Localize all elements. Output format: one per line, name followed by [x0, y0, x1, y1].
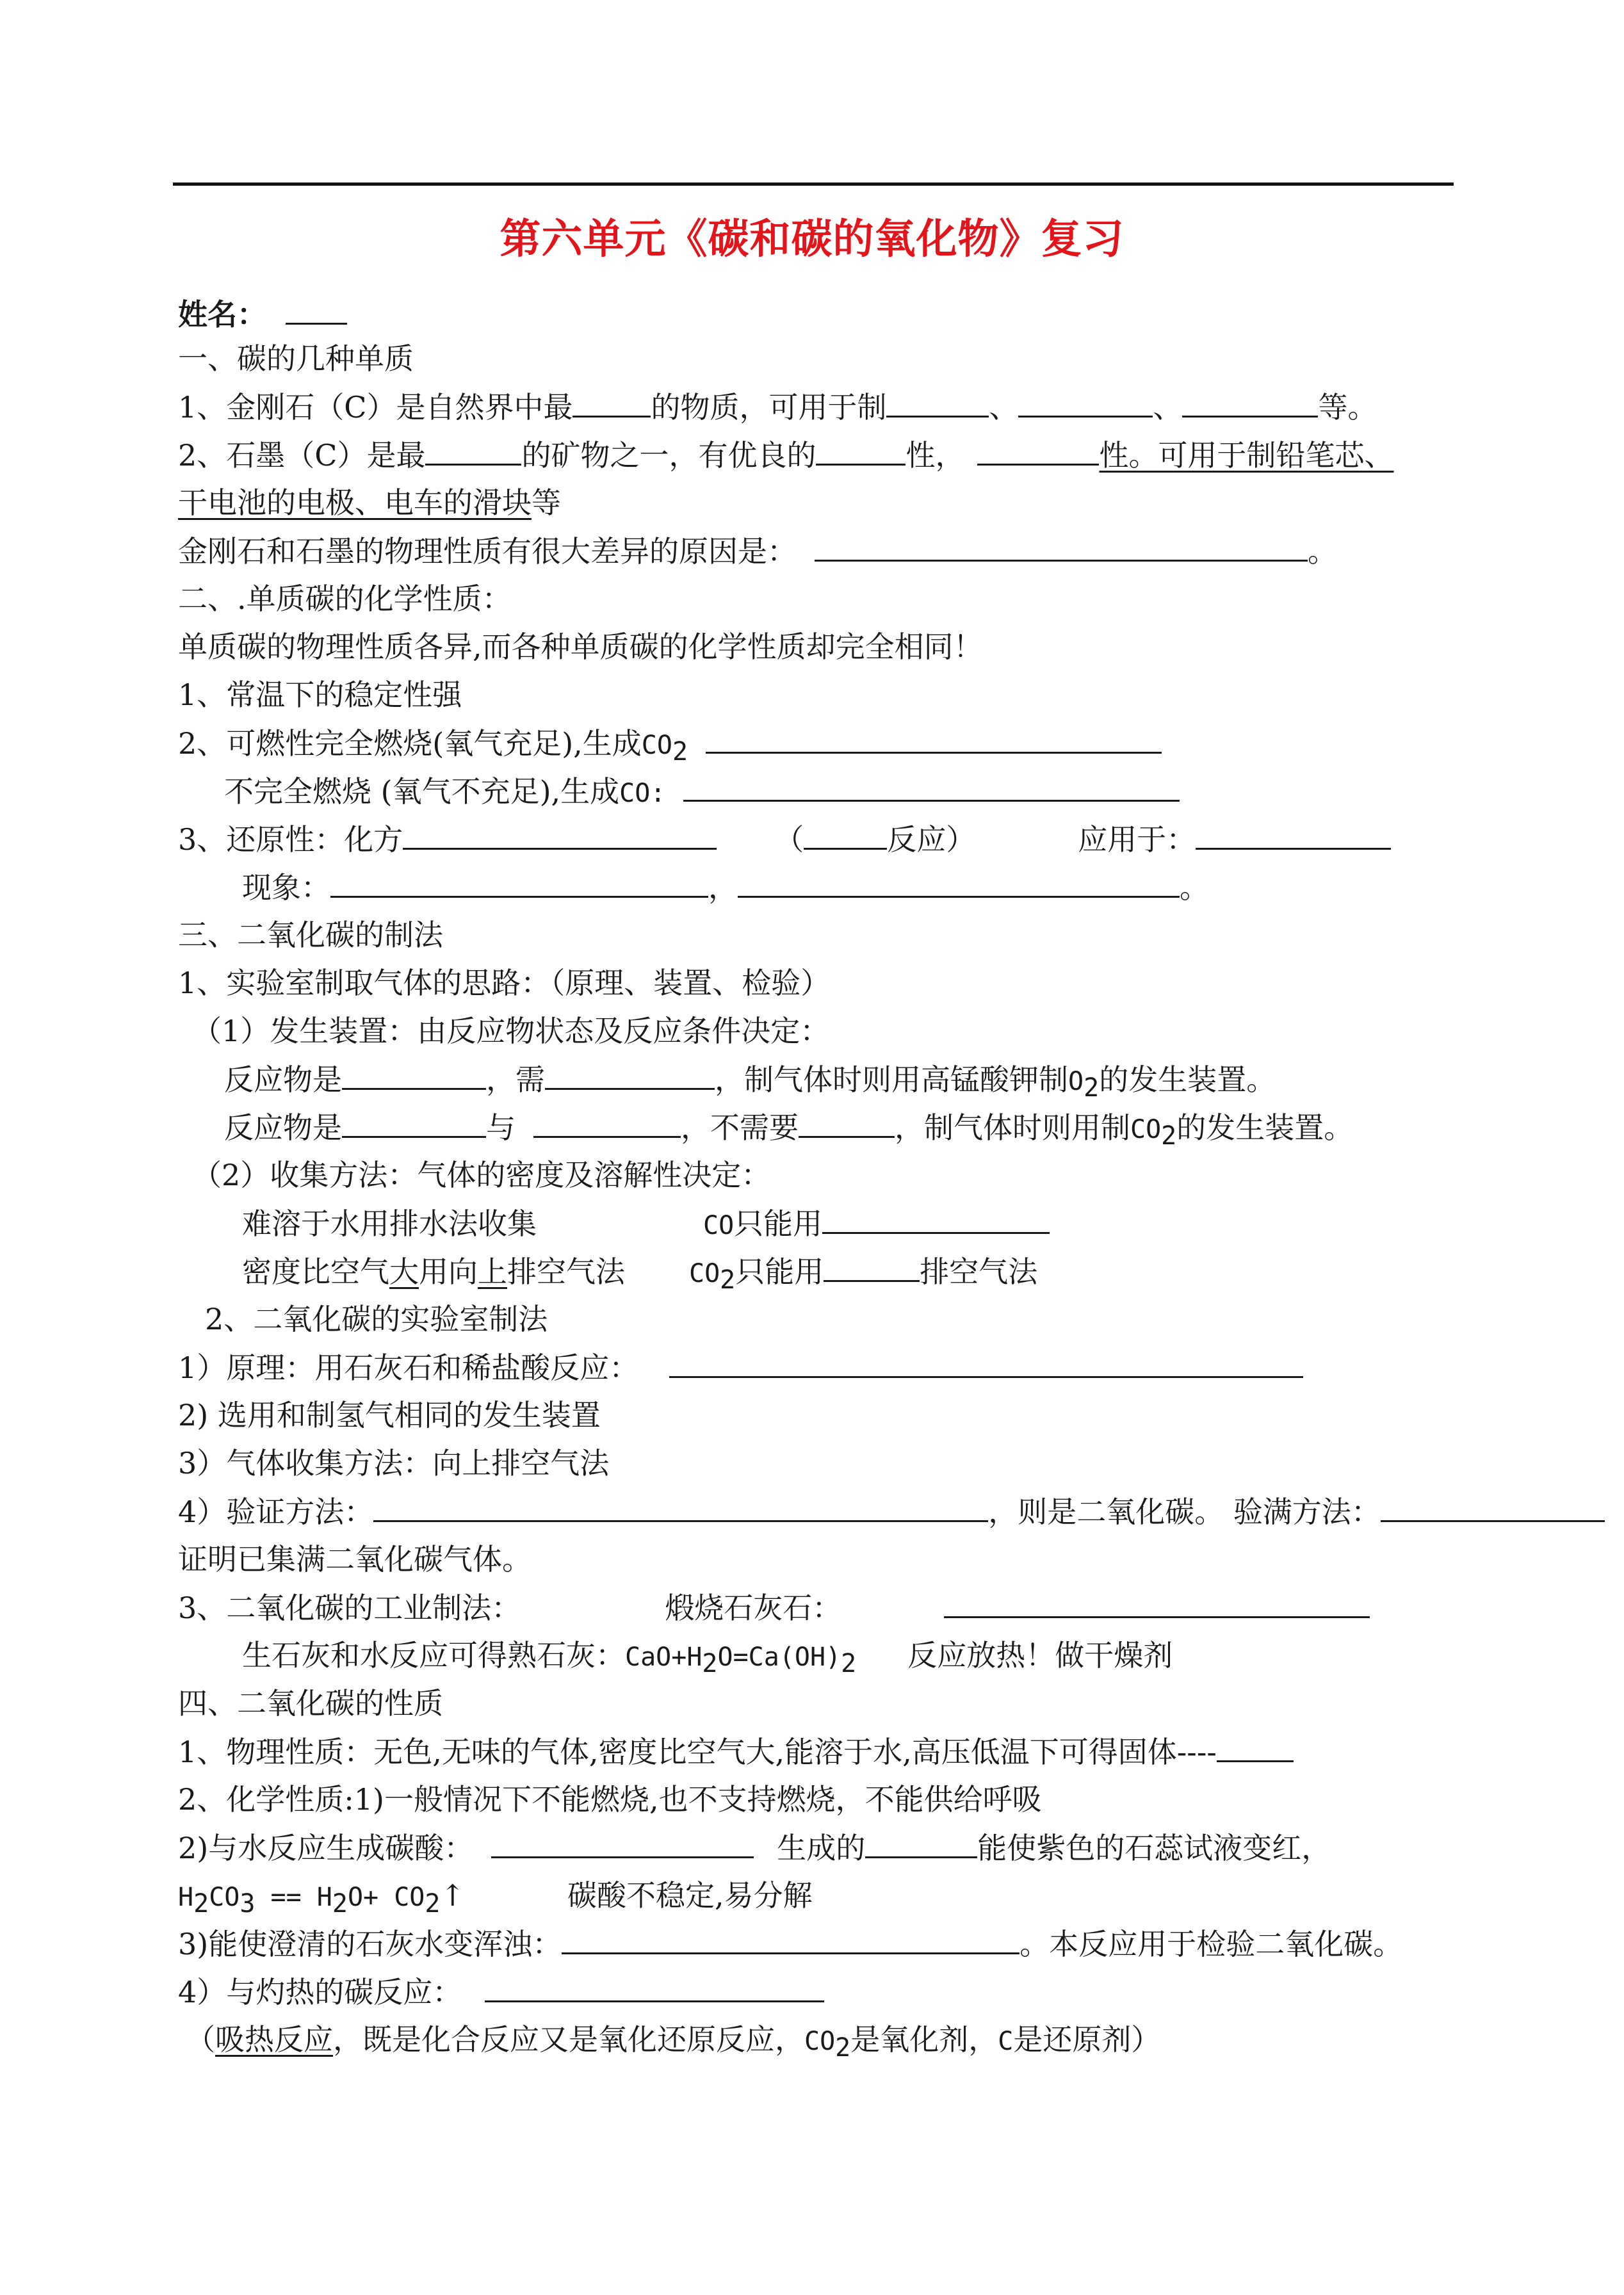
s1-line-2 [178, 435, 1393, 474]
top-rule [173, 182, 1454, 186]
text: 2、石墨（C）是最 [178, 438, 426, 473]
text: 的发生装置。 [1176, 1110, 1354, 1145]
blank-field[interactable] [1217, 1732, 1294, 1762]
text: （ [186, 2022, 215, 2057]
text: 现象： [242, 870, 330, 905]
text: 是还原剂） [1013, 2022, 1161, 2057]
s4-point-4 [178, 1876, 813, 1923]
text: 。本反应用于检验二氧化碳。 [1019, 1927, 1403, 1961]
formula: CO [804, 2027, 836, 2056]
blank-field[interactable] [403, 820, 717, 850]
formula: CO [1130, 1115, 1162, 1144]
s1-line-4 [178, 531, 1337, 571]
s4-point-3 [178, 1828, 1331, 1867]
text: 4）与灼热的碳反应： [178, 1975, 462, 2009]
blank-field[interactable] [572, 387, 651, 418]
text: 与 [486, 1110, 516, 1145]
page-title: 第六单元《碳和碳的氧化物》复习 [499, 216, 1125, 263]
text: ，既是化合反应又是氧化还原反应， [333, 2022, 804, 2057]
text: 应用于： [1078, 822, 1196, 857]
text: 能使紫色的石蕊试液变红， [977, 1831, 1331, 1865]
subscript: 2 [1161, 1121, 1177, 1151]
blank-field[interactable] [342, 1060, 486, 1090]
formula: O [1068, 1067, 1084, 1096]
s4-point-6 [178, 1972, 824, 2011]
text: 生石灰和水反应可得熟石灰： [242, 1638, 625, 1673]
formula: CO [689, 1259, 720, 1288]
blank-field[interactable] [886, 387, 989, 418]
formula: C [998, 2027, 1014, 2056]
formula: == H [255, 1883, 332, 1912]
blank-field[interactable] [1018, 387, 1153, 418]
subscript: 2 [702, 1649, 718, 1678]
text: 1、物理性质：无色,无味的气体,密度比空气大,能溶于水,高压低温下可得固体---- [178, 1735, 1217, 1769]
s3-point-4 [224, 1108, 1353, 1155]
text: 。 [1180, 870, 1209, 905]
blank-field[interactable] [533, 1108, 681, 1138]
blank-field[interactable] [738, 868, 1180, 898]
section-4-heading: 四、二氧化碳的性质 [178, 1686, 443, 1721]
text: 密度比空气 [242, 1254, 389, 1289]
text: 3)能使澄清的石灰水变浑浊： [178, 1927, 562, 1961]
subscript: 2 [332, 1889, 348, 1918]
blank-field[interactable] [1196, 820, 1391, 850]
formula: H [178, 1883, 194, 1912]
formula: CaO+H [625, 1642, 702, 1672]
blank-field[interactable] [804, 820, 887, 850]
text: ，则是二氧化碳。 验满方法： [988, 1495, 1381, 1529]
text: 反应物是 [224, 1062, 342, 1097]
text: 的物质，可用于制 [651, 390, 887, 425]
subscript: 2 [672, 737, 688, 766]
text: 碳酸不稳定,易分解 [567, 1878, 813, 1913]
s3-point-2: （1）发生装置：由反应物状态及反应条件决定： [192, 1014, 830, 1048]
text: 、 [1153, 390, 1183, 425]
text: 排空气法 [507, 1254, 625, 1289]
blank-field[interactable] [669, 1348, 1303, 1378]
s2-point-3 [178, 820, 1391, 859]
subscript: 2 [835, 2033, 851, 2063]
blank-field[interactable] [373, 1492, 988, 1522]
text: 等。 [1318, 390, 1377, 425]
text: 。 [1308, 534, 1337, 569]
blank-field[interactable] [425, 435, 521, 466]
s2-point-3b [242, 868, 1209, 907]
blank-field[interactable] [330, 868, 708, 898]
blank-field[interactable] [545, 1060, 715, 1090]
formula: CO: [619, 779, 666, 808]
text: 生成的 [777, 1831, 866, 1865]
text: ，不需要 [681, 1110, 799, 1145]
text: 只能用 [735, 1254, 824, 1289]
subscript: 2 [193, 1889, 209, 1918]
text: 反应物是 [224, 1110, 342, 1145]
formula: CO [641, 731, 672, 760]
blank-field[interactable] [706, 724, 1162, 754]
s4-point-2: 2、化学性质:1)一般情况下不能燃烧,也不支持燃烧，不能供给呼吸 [178, 1782, 1042, 1817]
up-arrow-icon: ↑ [440, 1878, 466, 1913]
s4-point-7 [186, 2020, 1160, 2067]
text: ，需 [486, 1062, 545, 1097]
s3-point-11: 3）气体收集方法：向上排空气法 [178, 1446, 610, 1480]
name-line [178, 295, 347, 334]
formula: CO [703, 1211, 735, 1240]
s1-line-1 [178, 387, 1377, 426]
formula: O=Ca(OH) [717, 1642, 841, 1672]
text: ，制气体时则用高锰酸钾制 [715, 1062, 1068, 1097]
subscript: 3 [240, 1889, 256, 1918]
text: ， [708, 870, 738, 905]
text: 金刚石和石墨的物理性质有很大差异的原因是： [178, 534, 797, 569]
text: 2、可燃性完全燃烧(氧气充足),生成 [178, 726, 642, 761]
s3-point-10: 2) 选用和制氢气相同的发生装置 [178, 1398, 601, 1432]
text: 只能用 [734, 1206, 823, 1241]
section-3-heading: 三、二氧化碳的制法 [178, 918, 443, 952]
formula: CO [209, 1883, 240, 1912]
text: 的矿物之一，有优良的 [521, 438, 816, 473]
blank-field[interactable] [485, 1972, 824, 2002]
s2-point-1: 1、常温下的稳定性强 [178, 677, 462, 712]
s3-point-15 [242, 1636, 1173, 1683]
text: 2)与水反应生成碳酸： [178, 1831, 474, 1865]
s3-point-9 [178, 1348, 1303, 1387]
name-field[interactable] [286, 295, 347, 325]
text: 1）原理：用石灰石和稀盐酸反应： [178, 1350, 639, 1385]
text: 不完全燃烧 (氧气不充足),生成 [224, 774, 620, 809]
s4-point-1 [178, 1732, 1294, 1771]
s3-point-13: 证明已集满二氧化碳气体。 [178, 1542, 532, 1577]
s3-point-5: （2）收集方法：气体的密度及溶解性决定： [192, 1158, 771, 1192]
text: 3、还原性：化方 [178, 822, 403, 857]
text: 煅烧石灰石： [665, 1591, 842, 1625]
text: 性。可用于制铅笔芯、 [1099, 438, 1394, 473]
text: ，制气体时则用制 [895, 1110, 1130, 1145]
text: 是氧化剂， [850, 2022, 998, 2057]
blank-field[interactable] [815, 531, 1308, 562]
subscript: 2 [720, 1265, 736, 1295]
name-label: 姓名： [178, 297, 266, 332]
s3-point-8: 2、二氧化碳的实验室制法 [205, 1302, 548, 1336]
blank-field[interactable] [1182, 387, 1318, 418]
blank-field[interactable] [342, 1108, 486, 1138]
text: 等 [532, 485, 561, 520]
section-2-heading: 二、.单质碳的化学性质： [178, 581, 512, 616]
s2-point-2b [224, 772, 1180, 813]
blank-field[interactable] [977, 435, 1099, 466]
blank-field[interactable] [683, 772, 1180, 802]
text: 吸热反应 [215, 2022, 333, 2057]
text: 1、金刚石（C）是自然界中最 [178, 390, 573, 425]
text: 性， [905, 438, 965, 473]
text: 难溶于水用排水法收集 [242, 1206, 537, 1241]
s1-line-3 [178, 483, 561, 522]
s4-point-5 [178, 1924, 1402, 1963]
section-1-heading: 一、碳的几种单质 [178, 341, 414, 376]
text: 大 [389, 1254, 419, 1289]
blank-field[interactable] [799, 1108, 895, 1138]
s3-point-7 [242, 1252, 1037, 1299]
blank-field[interactable] [822, 1204, 1050, 1234]
s2-point-2 [178, 724, 1162, 771]
subscript: 2 [841, 1649, 857, 1678]
blank-field[interactable] [865, 1828, 977, 1858]
text: 3、二氧化碳的工业制法： [178, 1591, 521, 1625]
text: 的发生装置。 [1099, 1062, 1276, 1097]
s3-point-1: 1、实验室制取气体的思路：（原理、装置、检验） [178, 966, 831, 1000]
s3-point-14 [178, 1588, 1370, 1627]
text: 反应） [887, 822, 976, 857]
blank-field[interactable] [491, 1828, 754, 1858]
text: （ [774, 822, 804, 857]
s3-point-3 [224, 1060, 1276, 1107]
blank-field[interactable] [562, 1924, 1019, 1954]
text: 上 [478, 1254, 507, 1289]
s2-intro: 单质碳的物理性质各异,而各种单质碳的化学性质却完全相同！ [178, 629, 983, 664]
text: 反应放热！做干燥剂 [907, 1638, 1173, 1673]
subscript: 2 [1084, 1073, 1100, 1103]
s3-point-12 [178, 1492, 1605, 1531]
blank-field[interactable] [824, 1252, 920, 1282]
text: 干电池的电极、电车的滑块 [178, 485, 532, 520]
blank-field[interactable] [1381, 1492, 1605, 1522]
formula: O+ CO [347, 1883, 425, 1912]
blank-field[interactable] [816, 435, 905, 466]
text: 、 [989, 390, 1019, 425]
text: 用向 [419, 1254, 478, 1289]
text: 排空气法 [920, 1254, 1038, 1289]
subscript: 2 [425, 1889, 441, 1918]
s3-point-6 [242, 1204, 1050, 1245]
text: 4）验证方法： [178, 1495, 374, 1529]
blank-field[interactable] [944, 1588, 1370, 1618]
